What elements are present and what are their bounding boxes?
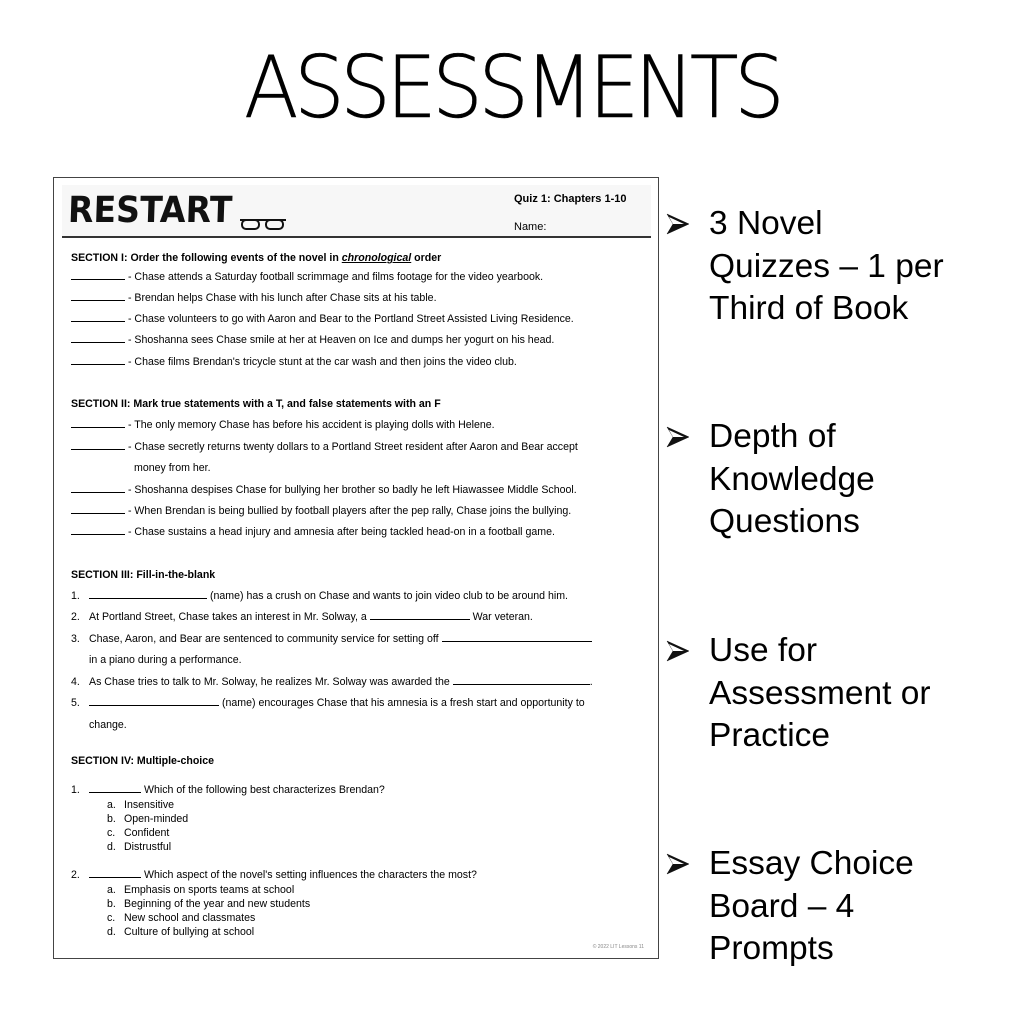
fill-blank-text: . [589, 676, 593, 688]
answer-blank [453, 675, 590, 685]
choice-option [107, 826, 169, 840]
fill-blank-item [71, 607, 533, 628]
feature-line: Third of Book [709, 290, 909, 327]
answer-blank [71, 504, 125, 514]
section-1-title-prefix: SECTION I: Order the following events of the novel in [71, 252, 342, 264]
order-item-text: - Shoshanna sees Chase smile at her at Heaven on Ice and dumps her yogurt on his head. [127, 334, 555, 346]
feature-line: Quizzes – 1 per [709, 247, 944, 285]
choice-letter: c. [107, 912, 116, 924]
answer-blank [89, 783, 141, 793]
feature-line: 3 Novel [709, 205, 823, 242]
question-text: Which aspect of the novel's setting influences the characters the most? [143, 869, 477, 881]
quiz-label: Quiz 1: Chapters 1-10 [514, 193, 627, 205]
document-header [62, 185, 651, 238]
answer-blank [71, 355, 125, 365]
order-item [71, 330, 554, 351]
order-item [71, 352, 517, 373]
feature-line: Assessment or [709, 674, 931, 712]
fill-blank-text: (name) encourages Chase that his amnesia is a fresh start and opportunity to [219, 697, 585, 709]
fill-blank-item [71, 693, 585, 714]
answer-blank [71, 333, 125, 343]
arrowhead-bullet-icon [666, 852, 690, 876]
choice-text: Emphasis on sports teams at school [124, 884, 295, 896]
section-1-title-emphasis: chronological [341, 252, 412, 264]
order-item-text: - Chase volunteers to go with Aaron and Bear to the Portland Street Assisted Living Residence. [127, 313, 574, 325]
answer-blank [442, 632, 592, 642]
quiz-document-preview [53, 177, 659, 959]
choice-option [107, 883, 294, 897]
fill-blank-item [71, 672, 593, 693]
fill-blank-text: (name) has a crush on Chase and wants to join video club to be around him. [207, 590, 568, 602]
feature-text [709, 843, 1009, 971]
true-false-item [71, 480, 577, 501]
order-item-text: - Chase attends a Saturday football scrimmage and films footage for the video yearbook. [127, 271, 544, 283]
choice-option [107, 812, 188, 826]
choice-text: Open-minded [124, 813, 189, 825]
feature-line: Practice [709, 717, 831, 754]
fill-blank-continuation: change. [89, 719, 127, 731]
answer-blank [71, 270, 125, 280]
true-false-text: - Chase sustains a head injury and amnesia after being tackled head-on in a football game. [127, 526, 555, 538]
order-item-text: - Brendan helps Chase with his lunch after Chase sits at his table. [127, 292, 437, 304]
feature-line: Essay Choice [709, 845, 914, 882]
choice-text: Insensitive [124, 799, 175, 811]
true-false-item [71, 501, 571, 522]
order-item [71, 267, 543, 288]
choice-letter: d. [107, 841, 116, 853]
feature-line: Board – 4 [709, 887, 855, 925]
glasses-icon [239, 217, 287, 231]
true-false-text: - When Brendan is being bullied by football players after the pep rally, Chase joins the bullying. [127, 505, 572, 517]
item-number: 4. [71, 676, 80, 688]
feature-line: Prompts [709, 930, 834, 967]
fill-blank-text: As Chase tries to talk to Mr. Solway, he realizes Mr. Solway was awarded the [89, 676, 453, 688]
fill-blank-continuation: in a piano during a performance. [89, 654, 242, 666]
answer-blank [89, 868, 141, 878]
choice-text: Culture of bullying at school [124, 926, 255, 938]
section-4-title: SECTION IV: Multiple-choice [71, 755, 215, 767]
order-item [71, 309, 574, 330]
page-title: ASSESSMENTS [243, 38, 781, 138]
true-false-continuation: money from her. [134, 462, 211, 474]
item-number: 2. [71, 869, 80, 881]
choice-option [107, 911, 255, 925]
answer-blank [71, 440, 125, 450]
feature-line: Use for [709, 632, 817, 669]
choice-letter: c. [107, 827, 116, 839]
section-2-title: SECTION II: Mark true statements with a T, and false statements with an F [71, 398, 441, 410]
arrowhead-bullet-icon [666, 212, 690, 236]
true-false-text: - Chase secretly returns twenty dollars to a Portland Street resident after Aaron and Bear accept [127, 441, 578, 453]
feature-line: Knowledge [709, 460, 875, 498]
answer-blank [89, 696, 219, 706]
choice-text: New school and classmates [124, 912, 256, 924]
fill-blank-text: Chase, Aaron, and Bear are sentenced to community service for setting off [89, 633, 442, 645]
answer-blank [71, 418, 125, 428]
choice-option [107, 925, 254, 939]
question-text: Which of the following best characterizes Brendan? [143, 784, 385, 796]
order-item [71, 288, 437, 309]
choice-text: Distrustful [124, 841, 172, 853]
item-number: 1. [71, 784, 80, 796]
name-field-label: Name: [514, 221, 547, 233]
feature-text [709, 203, 1009, 331]
choice-letter: b. [107, 898, 116, 910]
answer-blank [71, 291, 125, 301]
fill-blank-item [71, 586, 568, 607]
fill-blank-text: At Portland Street, Chase takes an interest in Mr. Solway, a [89, 611, 370, 623]
choice-letter: d. [107, 926, 116, 938]
choice-text: Beginning of the year and new students [124, 898, 311, 910]
arrowhead-bullet-icon [666, 639, 690, 663]
section-3-title: SECTION III: Fill-in-the-blank [71, 569, 216, 581]
answer-blank [89, 589, 207, 599]
copyright-footer: © 2022 LIT Lessons 11 [592, 944, 644, 950]
item-number: 1. [71, 590, 80, 602]
feature-text [709, 416, 1009, 544]
true-false-item [71, 522, 555, 543]
true-false-item [71, 415, 495, 436]
brand-logo-text: RESTART [67, 190, 233, 231]
true-false-text: - Shoshanna despises Chase for bullying her brother so badly he left Hiawassee Middle School. [127, 484, 577, 496]
item-number: 5. [71, 697, 80, 709]
fill-blank-item [71, 629, 592, 650]
answer-blank [71, 483, 125, 493]
item-number: 2. [71, 611, 80, 623]
choice-letter: a. [107, 884, 116, 896]
fill-blank-text: War veteran. [469, 611, 533, 623]
answer-blank [71, 312, 125, 322]
feature-line: Depth of [709, 418, 836, 455]
item-number: 3. [71, 633, 80, 645]
answer-blank [370, 610, 470, 620]
choice-letter: b. [107, 813, 116, 825]
answer-blank [71, 525, 125, 535]
choice-text: Confident [124, 827, 170, 839]
choice-option [107, 840, 171, 854]
true-false-item [71, 437, 578, 458]
choice-letter: a. [107, 799, 116, 811]
feature-text [709, 630, 1009, 758]
feature-line: Questions [709, 503, 860, 540]
order-item-text: - Chase films Brendan's tricycle stunt at the car wash and then joins the video club. [127, 356, 517, 368]
section-1-title-suffix: order [411, 252, 442, 264]
arrowhead-bullet-icon [666, 425, 690, 449]
choice-option [107, 897, 310, 911]
true-false-text: - The only memory Chase has before his accident is playing dolls with Helene. [127, 419, 495, 431]
choice-option [107, 798, 174, 812]
